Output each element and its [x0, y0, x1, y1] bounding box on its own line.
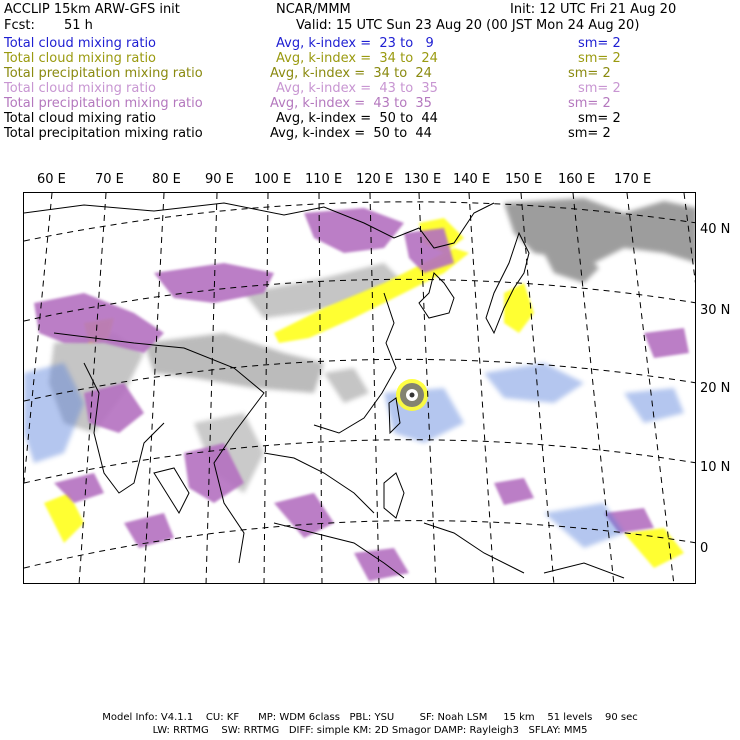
legend-sm: sm= 2	[568, 126, 611, 141]
legend-avg: Avg, k-index = 34 to 24	[270, 66, 432, 81]
lat-label: 0	[700, 541, 709, 556]
legend-field: Total cloud mixing ratio	[4, 81, 157, 96]
lon-label: 110 E	[305, 172, 343, 187]
lat-label: 20 N	[700, 381, 731, 396]
lon-label: 80 E	[152, 172, 181, 187]
lon-label: 60 E	[37, 172, 66, 187]
legend-sm: sm= 2	[568, 66, 611, 81]
source-center: NCAR/MMM	[276, 2, 351, 17]
legend-sm: sm= 2	[578, 81, 621, 96]
legend-sm: sm= 2	[578, 51, 621, 66]
lat-label: 10 N	[700, 460, 731, 475]
legend-field: Total cloud mixing ratio	[4, 36, 157, 51]
legend-field: Total precipitation mixing ratio	[4, 66, 203, 81]
lon-label: 90 E	[205, 172, 234, 187]
legend-sm: sm= 2	[578, 111, 621, 126]
legend-avg: Avg, k-index = 50 to 44	[276, 111, 438, 126]
model-info-line1: Model Info: V4.1.1 CU: KF MP: WDM 6class PBL: YSU SF: Noah LSM 15 km 51 levels 90 sec	[102, 712, 638, 723]
legend-avg: Avg, k-index = 43 to 35	[276, 81, 438, 96]
legend-field: Total precipitation mixing ratio	[4, 96, 203, 111]
map-canvas	[24, 193, 696, 584]
forecast-label: Fcst:	[4, 18, 35, 33]
lon-label: 140 E	[453, 172, 491, 187]
lon-label: 120 E	[356, 172, 394, 187]
lat-label: 30 N	[700, 303, 731, 318]
lon-label: 150 E	[505, 172, 543, 187]
map-panel	[23, 192, 696, 584]
typhoon-marker	[396, 379, 428, 411]
legend-avg: Avg, k-index = 43 to 35	[270, 96, 432, 111]
init-time: Init: 12 UTC Fri 21 Aug 20	[510, 2, 677, 17]
forecast-hour: 51 h	[64, 18, 93, 33]
lon-label: 100 E	[254, 172, 292, 187]
lon-label: 160 E	[558, 172, 596, 187]
lon-label: 70 E	[95, 172, 124, 187]
legend-sm: sm= 2	[578, 36, 621, 51]
legend-sm: sm= 2	[568, 96, 611, 111]
lat-label: 40 N	[700, 222, 731, 237]
legend-avg: Avg, k-index = 23 to 9	[276, 36, 434, 51]
legend-avg: Avg, k-index = 50 to 44	[270, 126, 432, 141]
valid-time: Valid: 15 UTC Sun 23 Aug 20 (00 JST Mon 24 Aug 20)	[296, 18, 640, 33]
legend-field: Total cloud mixing ratio	[4, 111, 157, 126]
model-info-line2: LW: RRTMG SW: RRTMG DIFF: simple KM: 2D Smagor DAMP: Rayleigh3 SFLAY: MM5	[152, 725, 588, 736]
legend-field: Total precipitation mixing ratio	[4, 126, 203, 141]
lon-label: 130 E	[404, 172, 442, 187]
legend-field: Total cloud mixing ratio	[4, 51, 157, 66]
lon-label: 170 E	[614, 172, 652, 187]
map-title: ACCLIP 15km ARW-GFS init	[4, 2, 180, 17]
legend-avg: Avg, k-index = 34 to 24	[276, 51, 438, 66]
